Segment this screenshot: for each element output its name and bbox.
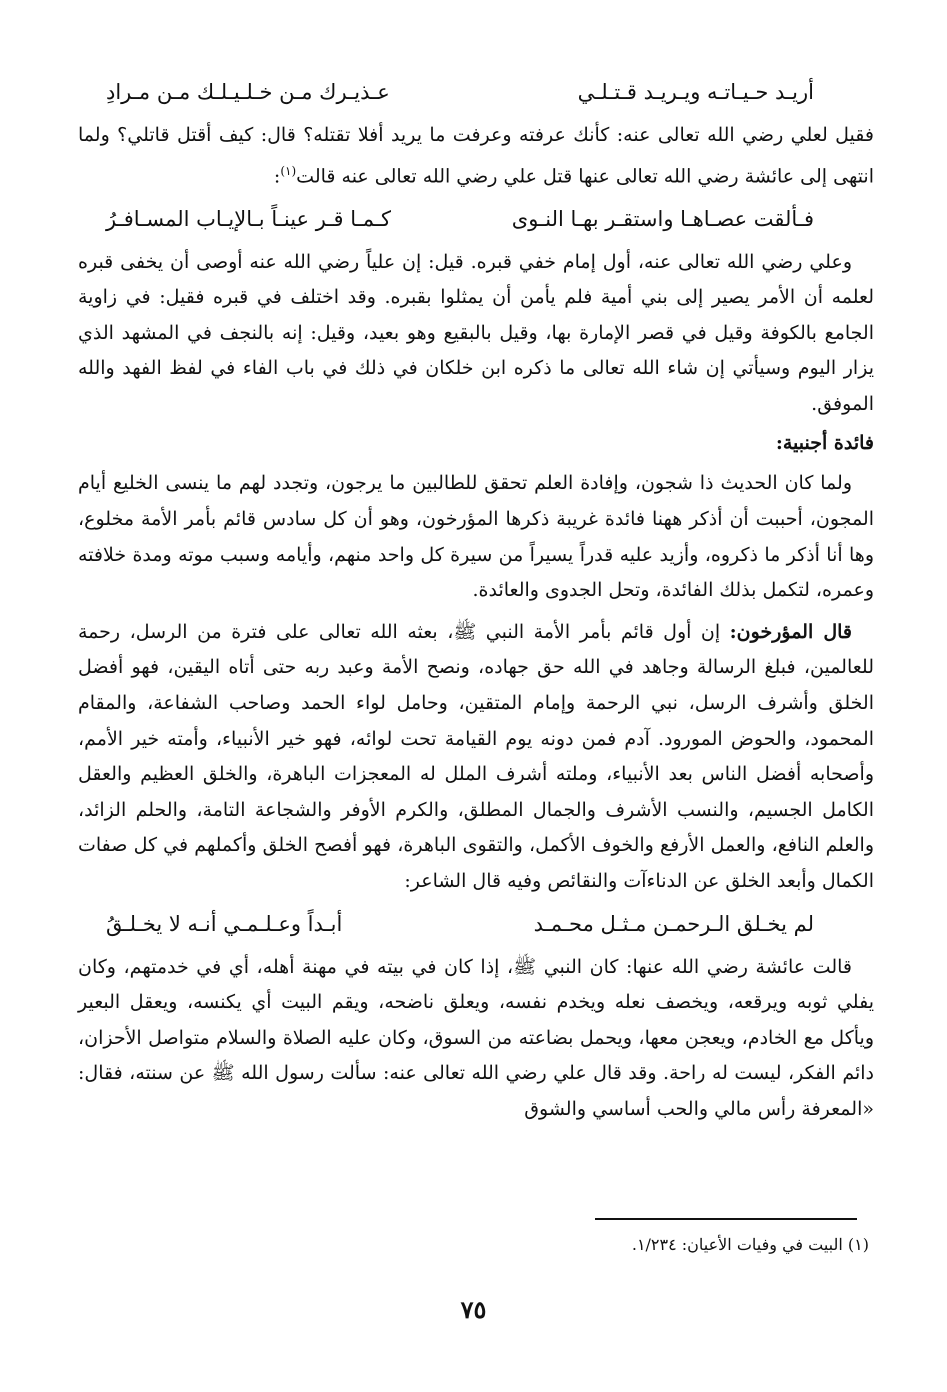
- page-number: ٧٥: [460, 1295, 487, 1324]
- verse-second-hemistich: عـذيـرك مـن خـلـيـلـك مـن مـرادِ: [106, 80, 390, 104]
- paragraph: قالت عائشة رضي الله عنها: كان النبي ﷺ، إذا كان في بيته في مهنة أهله، أي في خدمتهم، وكان يفلي ثوبه ويرقعه، ويخصف نعله ويخدم نفسه، ويعلق ناضحه، ويقم البيت أي يكنسه، ويعقل البعير ويأكل مع الخادم، ويعجن معها، ويحمل بضاعته من السوق، وكان عليه الصلاة والسلام متواصل الأحزان، دائم الفكر، ليست له راحة. وقد قال علي رضي الله تعالى عنه: سألت رسول الله ﷺ عن سنته، فقال: «المعرفة رأس مالي والحب أساسي والشوق: [78, 955, 874, 1120]
- footnote-reference[interactable]: (١): [280, 163, 297, 178]
- verse-first-hemistich: أريـد حـيـاتـه ويـريـد قـتـلـي: [577, 80, 814, 104]
- footnote: (١) البيت في وفيات الأعيان: ١/٢٣٤.: [631, 1235, 869, 1254]
- paragraph: ولما كان الحديث ذا شجون، وإفادة العلم تحقق للطالبين ما يرجون، وتجدد لهم ما ينسى الخليع أيام المجون، أحببت أن أذكر ههنا فائدة غريبة ذكرها المؤرخون، وهو أن كل سادس قائم بأمر الأمة مخلوع، وها أنا أذكر ما ذكروه، وأزيد عليه قدراً يسيراً من سيرة كل واحد منهم، وأيامه وسبب موته ومدة خلافته وعمره، لتكمل بذلك الفائدة، وتحل الجدوى والعائدة.: [78, 472, 874, 602]
- section-heading: فائدة أجنبية:: [775, 432, 874, 455]
- paragraph: وعلي رضي الله تعالى عنه، أول إمام خفي قبره. قيل: إن علياً رضي الله عنه أوصى أن يخفى قبره لعلمه أن الأمر يصير إلى بني أمية فلم يأمن أن يمثلوا بقبره. وقد اختلف في قبره فقيل: في زاوية الجامع بالكوفة وقيل في قصر الإمارة بها، وقيل بالبقيع وهو بعيد، وقيل: إنه بالنجف في المشهد الذي يزار اليوم وسيأتي إن شاء الله تعالى ما ذكره ابن خلكان في ذلك في باب الفاء في لفظ الفهد والله الموفق.: [78, 250, 874, 415]
- verse-second-hemistich: أبـداً وعـلـمـي أنـه لا يخـلـقُ: [106, 911, 343, 936]
- paragraph-text: إن أول قائم بأمر الأمة النبي ﷺ، بعثه الله تعالى على فترة من الرسل، رحمة للعالمين، فبلغ الرسالة وجاهد في الله حق جهاده، ونصح الأمة وعبد ربه حتى أتاه اليقين، فهو أفضل الخلق وأشرف الرسل، نبي الرحمة وإمام المتقين، وحامل لواء الحمد وصاحب الشفاعة، والمقام المحمود، والحوض المورود. آدم فمن دونه يوم القيامة تحت لوائه، فهو خير الأنبياء، وأمته خير الأمم، وأصحابه أفضل الناس بعد الأنبياء، وملته أشرف الملل له المعجزات الباهرة، والخلق العظيم والعقل الكامل الجسيم، والنسب الأشرف والجمال المطلق، والكرم الأوفر والشجاعة التامة، والحلم الزائد، والعلم النافع، والعمل الأرفع والخوف الأكمل، والتقوى الباهرة، فهو أفصح الخلق وأكملهم في كل صفات الكمال وأبعد الخلق عن الدناءآت والنقائص وفيه قال الشاعر:: [78, 620, 874, 893]
- paragraph: [78, 615, 874, 900]
- paragraph-lead: قال المؤرخون:: [729, 620, 852, 643]
- paragraph-end: :: [273, 164, 281, 187]
- verse-first-hemistich: لم يخـلق الـرحمـن مـثـل محـمـد: [533, 911, 814, 936]
- verse-first-hemistich: فـألقت عصـاهـا واستقـر بهـا النـوى: [511, 206, 814, 231]
- verse-second-hemistich: كـمـا قـر عينـاً بـالإيـاب المسـافـرُ: [106, 206, 392, 231]
- paragraph: [78, 118, 874, 195]
- poem-verse: [78, 70, 874, 116]
- paragraph-text: فقيل لعلي رضي الله تعالى عنه: كأنك عرفته وعرفت ما يريد أفلا تقتله؟ قال: كيف أقتل قاتلي؟ ولما انتهى إلى عائشة رضي الله تعالى عنها قتل علي رضي الله تعالى عنه قالت: [78, 124, 874, 187]
- poem-verse: [78, 902, 874, 948]
- poem-verse: [78, 197, 874, 243]
- footnote-divider: [595, 1218, 857, 1220]
- page-body: [78, 70, 874, 1128]
